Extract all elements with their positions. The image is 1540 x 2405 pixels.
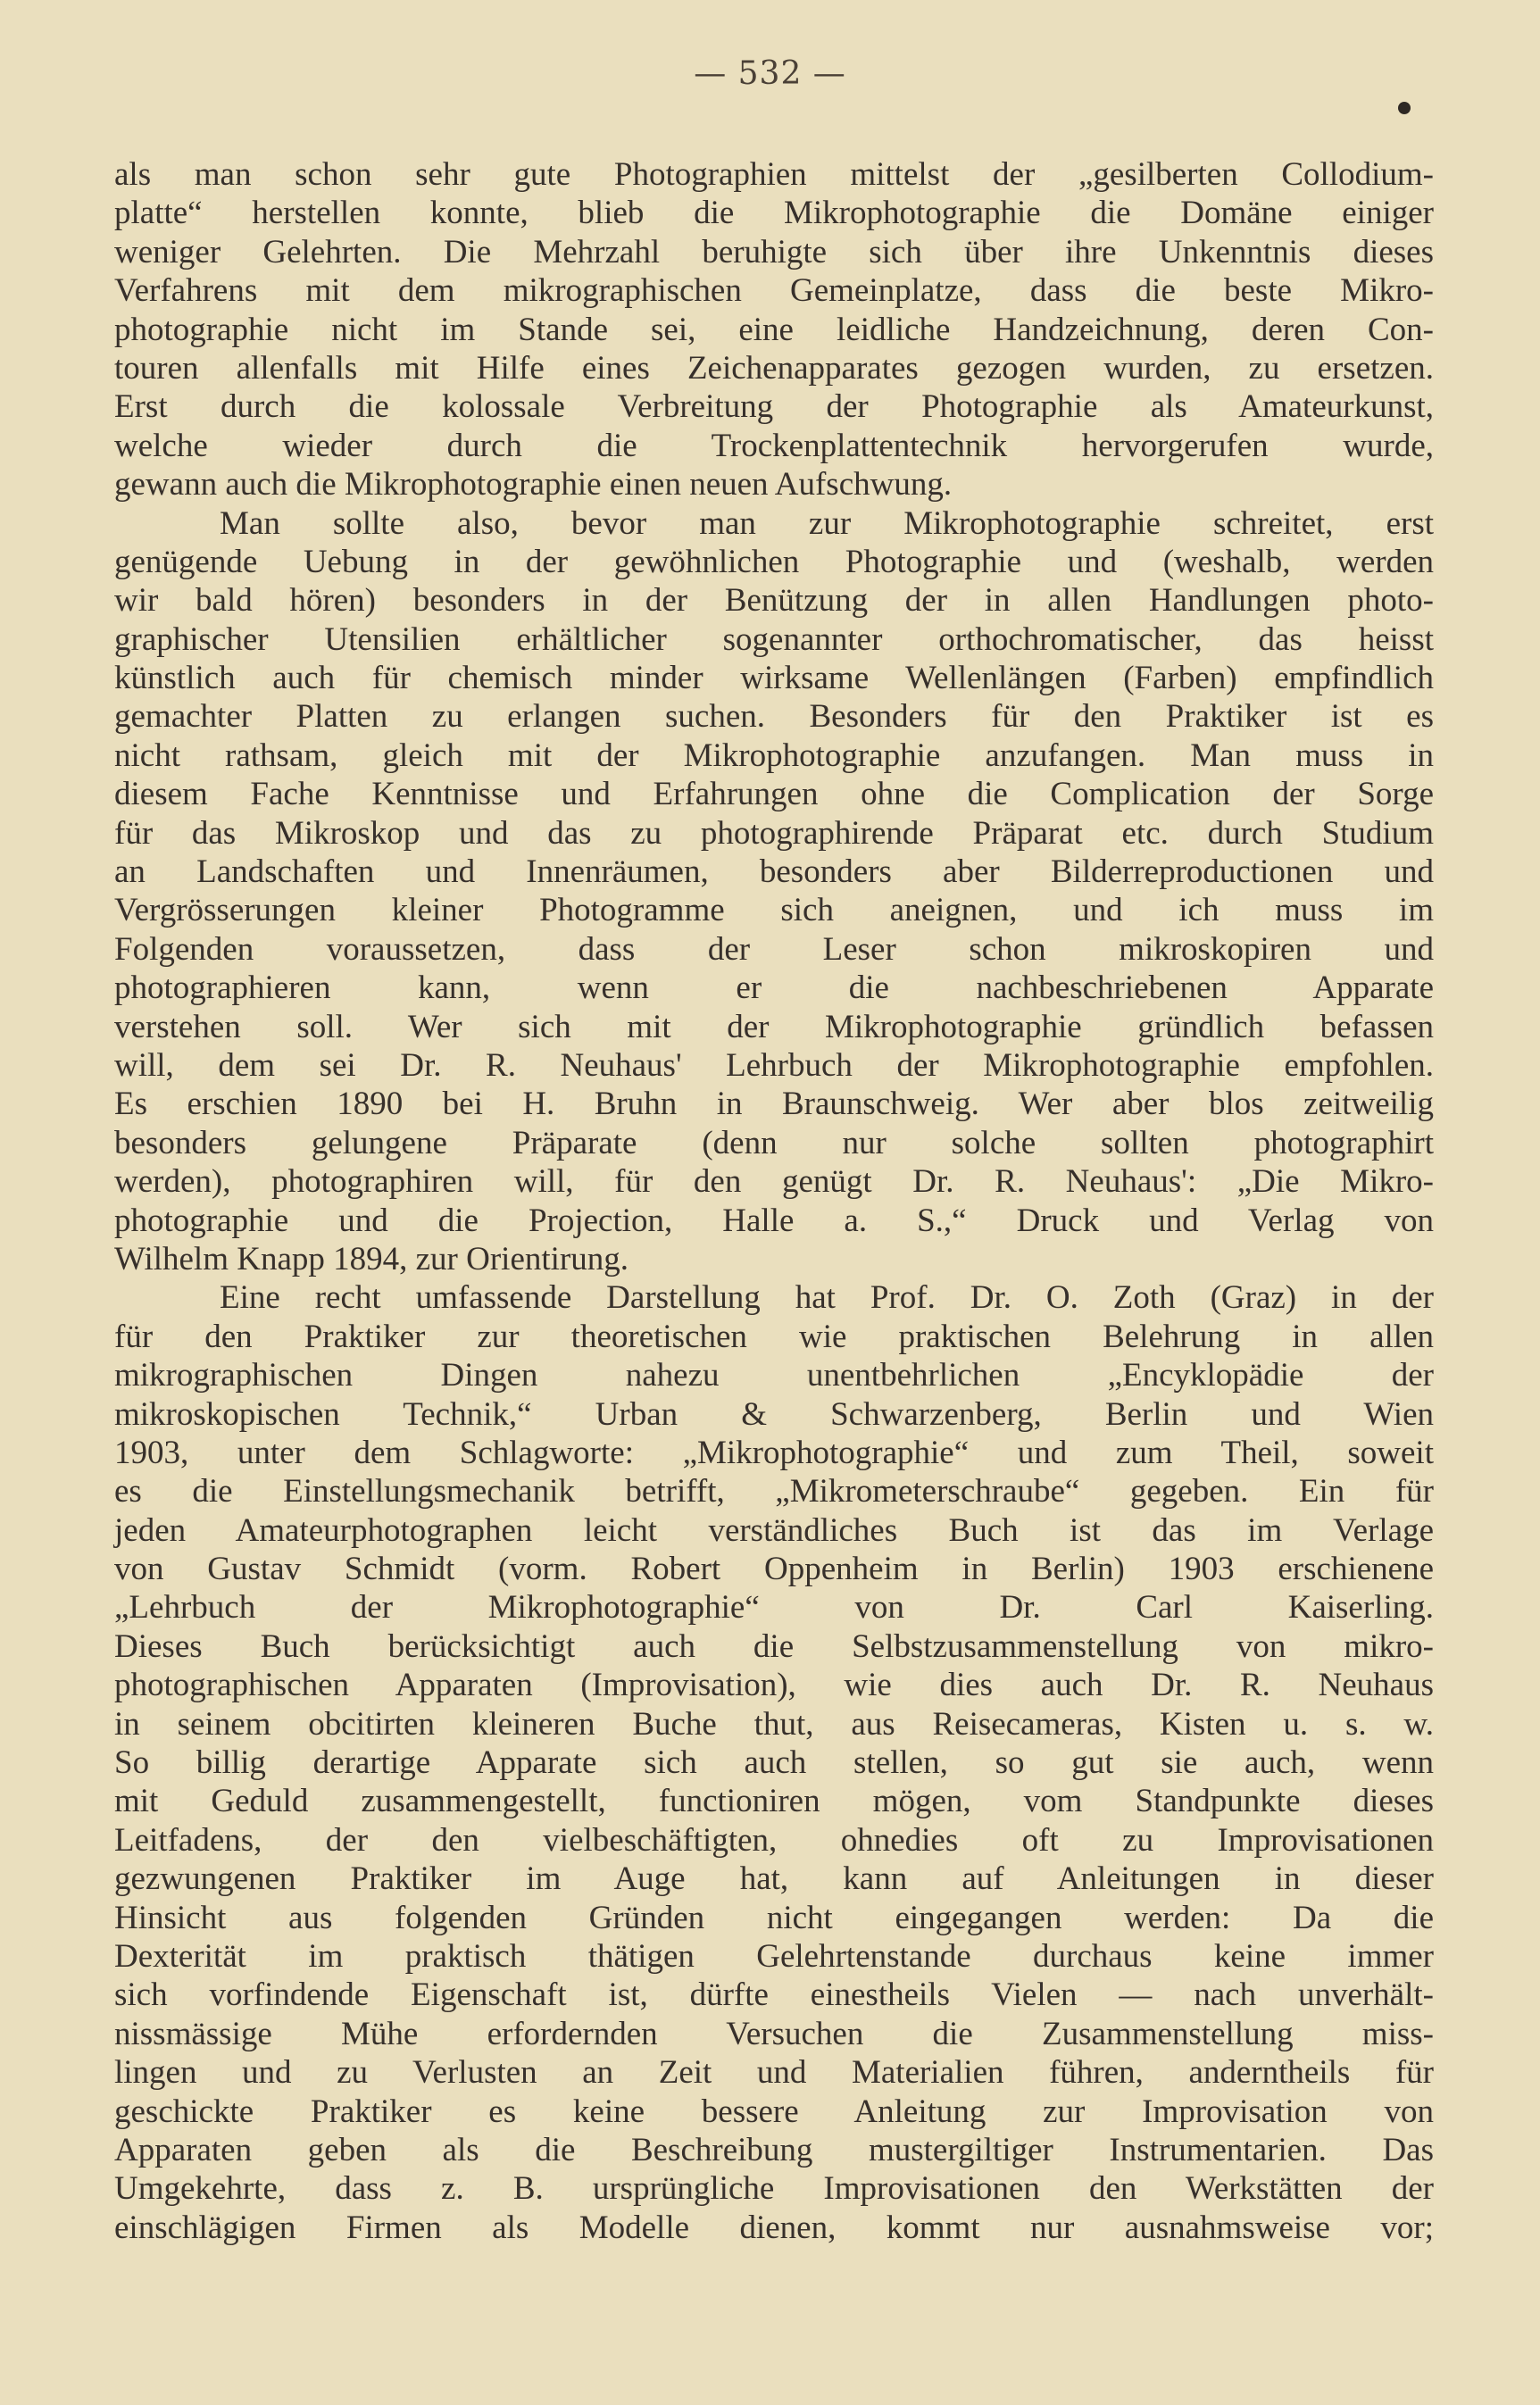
text-line: gezwungenen Praktiker im Auge hat, kann auf Anleitungen in dieser [114,1860,1434,1898]
text-line: graphischer Utensilien erhältlicher sogenannter orthochromatischer, das heisst [114,620,1434,658]
text-line: mikrographischen Dingen nahezu unentbehrlichen „Encyklopädie der [114,1357,1434,1394]
text-line: wir bald hören) besonders in der Benützung der in allen Handlungen photo- [114,582,1434,620]
text-line: verstehen soll. Wer sich mit der Mikrophotographie gründlich befassen [114,1008,1434,1045]
text-line: will, dem sei Dr. R. Neuhaus' Lehrbuch der Mikrophotographie empfohlen. [114,1046,1434,1084]
text-line: nissmässige Mühe erfordernden Versuchen die Zusammenstellung miss- [114,2015,1434,2052]
text-line: Man sollte also, bevor man zur Mikrophotographie schreitet, erst [220,504,1434,542]
text-line: touren allenfalls mit Hilfe eines Zeichenapparates gezogen wurden, zu ersetzen. [114,349,1434,387]
text-line: Wilhelm Knapp 1894, zur Orientirung. [114,1240,628,1277]
text-line: einschlägigen Firmen als Modelle dienen, kommt nur ausnahmsweise vor; [114,2209,1434,2246]
text-line: für den Praktiker zur theoretischen wie praktischen Belehrung in allen [114,1318,1434,1355]
text-line: photographischen Apparaten (Improvisation), wie dies auch Dr. R. Neuhaus [114,1667,1434,1704]
text-line: Leitfadens, der den vielbeschäftigten, ohnedies oft zu Improvisationen [114,1821,1434,1859]
text-line: Hinsicht aus folgenden Gründen nicht eingegangen werden: Da die [114,1899,1434,1936]
page-number: — 532 — [694,55,846,92]
text-line: für das Mikroskop und das zu photographirende Präparat etc. durch Studium [114,814,1434,852]
text-line: genügende Uebung in der gewöhnlichen Photographie und (weshalb, werden [114,543,1434,580]
text-line: So billig derartige Apparate sich auch stellen, so gut sie auch, wenn [114,1744,1434,1782]
text-line: mikroskopischen Technik,“ Urban & Schwarzenberg, Berlin und Wien [114,1395,1434,1433]
text-line: diesem Fache Kenntnisse und Erfahrungen ohne die Complication der Sorge [114,776,1434,813]
text-line: Verfahrens mit dem mikrographischen Gemeinplatze, dass die beste Mikro- [114,272,1434,310]
body-text [114,155,1434,2247]
text-line: von Gustav Schmidt (vorm. Robert Oppenheim in Berlin) 1903 erschienene [114,1551,1434,1588]
text-line: 1903, unter dem Schlagworte: „Mikrophotographie“ und zum Theil, soweit [114,1434,1434,1471]
text-line: als man schon sehr gute Photographien mittelst der „gesilberten Collodium- [114,156,1434,193]
text-line: geschickte Praktiker es keine bessere Anleitung zur Improvisation von [114,2093,1434,2130]
text-line: photographie und die Projection, Halle a. S.,“ Druck und Verlag von [114,1202,1434,1239]
text-line: in seinem obcitirten kleineren Buche thut, aus Reisecameras, Kisten u. s. w. [114,1705,1434,1743]
text-line: sich vorfindende Eigenschaft ist, dürfte einestheils Vielen — nach unverhält- [114,1976,1434,2014]
text-line: an Landschaften und Innenräumen, besonders aber Bilderreproductionen und [114,853,1434,891]
text-line: Umgekehrte, dass z. B. ursprüngliche Improvisationen den Werkstätten der [114,2170,1434,2208]
text-line: gewann auch die Mikrophotographie einen neuen Aufschwung. [114,466,953,503]
text-line: Folgenden voraussetzen, dass der Leser schon mikroskopiren und [114,930,1434,968]
text-line: lingen und zu Verlusten an Zeit und Materialien führen, anderntheils für [114,2054,1434,2092]
text-line: mit Geduld zusammengestellt, functioniren mögen, vom Standpunkte dieses [114,1783,1434,1820]
text-line: jeden Amateurphotographen leicht verständliches Buch ist das im Verlage [114,1511,1434,1549]
text-line: künstlich auch für chemisch minder wirksame Wellenlängen (Farben) empfindlich [114,660,1434,697]
text-line: „Lehrbuch der Mikrophotographie“ von Dr. Carl Kaiserling. [114,1589,1434,1627]
text-line: weniger Gelehrten. Die Mehrzahl beruhigte sich über ihre Unkenntnis dieses [114,233,1434,270]
text-line: gemachter Platten zu erlangen suchen. Besonders für den Praktiker ist es [114,698,1434,736]
ink-speck [1398,102,1411,114]
text-line: Dexterität im praktisch thätigen Gelehrtenstande durchaus keine immer [114,1937,1434,1975]
text-line: Apparaten geben als die Beschreibung mustergiltiger Instrumentarien. Das [114,2131,1434,2168]
text-line: photographie nicht im Stande sei, eine leidliche Handzeichnung, deren Con- [114,311,1434,348]
text-line: Es erschien 1890 bei H. Bruhn in Braunschweig. Wer aber blos zeitweilig [114,1086,1434,1123]
text-line: besonders gelungene Präparate (denn nur solche sollten photographirt [114,1124,1434,1161]
text-line: Vergrösserungen kleiner Photogramme sich aneignen, und ich muss im [114,892,1434,929]
text-line: nicht rathsam, gleich mit der Mikrophotographie anzufangen. Man muss in [114,736,1434,774]
text-line: Eine recht umfassende Darstellung hat Prof. Dr. O. Zoth (Graz) in der [220,1279,1434,1317]
text-line: werden), photographiren will, für den genügt Dr. R. Neuhaus': „Die Mikro- [114,1163,1434,1201]
text-line: platte“ herstellen konnte, blieb die Mikrophotographie die Domäne einiger [114,195,1434,232]
text-line: photographieren kann, wenn er die nachbeschriebenen Apparate [114,969,1434,1007]
text-line: Dieses Buch berücksichtigt auch die Selbstzusammenstellung von mikro- [114,1627,1434,1665]
text-line: es die Einstellungsmechanik betrifft, „Mikrometerschraube“ gegeben. Ein für [114,1473,1434,1510]
text-line: welche wieder durch die Trockenplattentechnik hervorgerufen wurde, [114,427,1434,464]
text-line: Erst durch die kolossale Verbreitung der Photographie als Amateurkunst, [114,388,1434,426]
